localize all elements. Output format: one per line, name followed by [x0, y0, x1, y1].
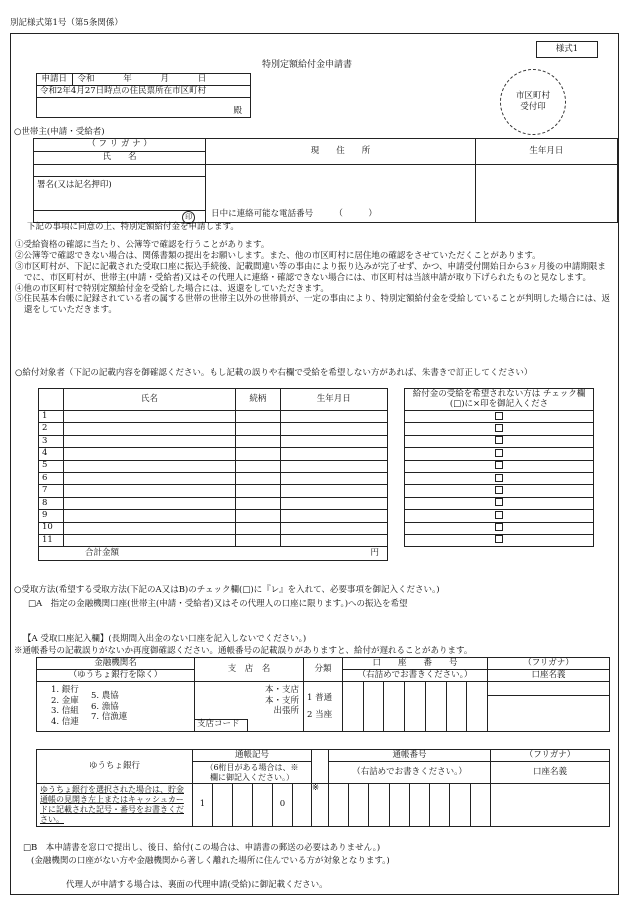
decline-check-row: [405, 423, 594, 435]
spacer-cell: [405, 547, 594, 561]
yucho-number-sub: （右詰めでお書きください。）: [329, 762, 491, 784]
col-name-header: 氏名: [63, 389, 235, 411]
yucho-number-digit[interactable]: [329, 784, 349, 827]
yucho-name: ゆうちょ銀行: [37, 750, 193, 784]
yucho-number-digit[interactable]: [349, 784, 369, 827]
decline-checkbox[interactable]: [495, 461, 503, 469]
agreement-item: ④他の市区町村で特別定額給付金を受給した場合には、返還をしていただきます。: [15, 283, 329, 294]
account-type-cell[interactable]: [304, 682, 343, 732]
account-digit[interactable]: [343, 682, 364, 732]
bank-name-header: 金融機関名: [37, 658, 195, 670]
bank-type-option[interactable]: 4. 信連: [51, 716, 79, 727]
row-number: 4: [39, 448, 64, 460]
decline-checkbox[interactable]: [495, 486, 503, 494]
account-note: ※通帳番号の記載誤りがないか再度御確認ください。通帳番号の記載誤りがありますと、給付が遅れることがあります。: [14, 646, 473, 656]
recipient-birth-input[interactable]: [280, 534, 387, 546]
decline-check-row: [405, 460, 594, 472]
birth-input[interactable]: [475, 165, 617, 223]
form-title: 特別定額給付金申請書: [262, 60, 353, 70]
decline-check-row: [405, 411, 594, 423]
yucho-gap: [312, 750, 329, 784]
row-number: 9: [39, 510, 64, 522]
year-label: 年: [123, 73, 132, 84]
row-number: 5: [39, 460, 64, 472]
recipient-relation-input[interactable]: [236, 510, 280, 522]
furigana-input[interactable]: [34, 165, 206, 177]
phone-label: 日中に連絡可能な電話番号 （ ）: [211, 209, 377, 220]
decline-checkbox[interactable]: [495, 412, 503, 420]
total-label: 合計金額: [85, 547, 120, 558]
furigana-header: （ フ リ ガ ナ ）: [34, 139, 206, 152]
bank-account-table: [36, 657, 610, 732]
decline-check-cell: [405, 460, 594, 472]
recipient-relation-input[interactable]: [236, 448, 280, 460]
decline-check-cell: [405, 423, 594, 435]
yucho-number-digit[interactable]: [389, 784, 409, 827]
bank-type-option[interactable]: 2. 金庫: [51, 695, 79, 706]
bank-type-option[interactable]: 5. 農協: [91, 691, 119, 701]
bank-type-option[interactable]: 1. 銀行: [51, 685, 79, 695]
decline-checkbox[interactable]: [495, 535, 503, 543]
recipient-birth-input[interactable]: [280, 510, 387, 522]
recipient-row: [39, 460, 388, 472]
account-holder-cell[interactable]: [488, 682, 610, 732]
row-number: 6: [39, 472, 64, 484]
account-holder-header: 口座名義: [488, 670, 610, 682]
recipient-birth-input[interactable]: [280, 485, 387, 497]
account-number-header: 口 座 番 号: [343, 658, 488, 670]
bank-type-cell[interactable]: [37, 682, 195, 732]
decline-check-cell: [405, 534, 594, 546]
recipient-name-input[interactable]: [63, 485, 235, 497]
apply-date-field[interactable]: [72, 74, 250, 86]
agreement-lead: 下記の事項に同意の上、特別定額給付金を申請します。: [27, 222, 239, 232]
yucho-sixth-digit[interactable]: [312, 784, 329, 827]
recipient-birth-input[interactable]: [280, 497, 387, 509]
stamp-label-reception: 受付印: [520, 102, 546, 112]
yucho-symbol-digit[interactable]: 0: [273, 784, 293, 827]
bank-type-option[interactable]: 3. 信組: [51, 706, 79, 717]
inkan-mark: 印: [182, 211, 195, 224]
recipient-name-input[interactable]: [63, 497, 235, 509]
decline-check-row: [405, 448, 594, 460]
householder-section-title: ○世帯主(申請・受給者): [14, 127, 105, 137]
municipality-field[interactable]: [37, 98, 251, 118]
recipient-row: [39, 472, 388, 484]
decline-checkbox[interactable]: [495, 474, 503, 482]
row-number-header: [39, 389, 64, 411]
type-header: 分類: [304, 658, 343, 682]
yucho-symbol-digit[interactable]: [293, 784, 312, 827]
account-digit[interactable]: [363, 682, 384, 732]
decline-check-cell: [405, 522, 594, 534]
decline-check-cell: [405, 435, 594, 447]
row-number: 1: [39, 411, 64, 423]
signature-input[interactable]: [34, 177, 206, 221]
yucho-table: [36, 749, 610, 827]
account-type-option[interactable]: 2 当座: [307, 709, 333, 720]
yucho-symbol-sub1: （6桁目がある場合は、※: [193, 762, 312, 773]
account-number-subheader: （右詰めでお書きください。）: [343, 670, 488, 682]
account-digit[interactable]: [425, 682, 446, 732]
yucho-number-digit[interactable]: [450, 784, 470, 827]
householder-table: [33, 138, 618, 223]
branch-type-list: [265, 685, 299, 717]
yucho-note: [37, 784, 193, 827]
branch-type-option[interactable]: 本・支所: [264, 695, 299, 706]
recipient-row: [39, 534, 388, 546]
recipient-name-input[interactable]: [63, 472, 235, 484]
agreement-item: ②公簿等で確認できない場合は、関係書類の提出をお願いします。また、他の市区町村に居住地の確認をさせていただくことがあります。: [15, 250, 541, 261]
apply-date-label: 申請日: [37, 74, 73, 86]
yucho-symbol-digit[interactable]: [213, 784, 233, 827]
branch-code-label: 支店コード: [195, 719, 248, 731]
recipients-rows: [39, 411, 388, 547]
recipient-name-input[interactable]: [63, 534, 235, 546]
account-kana-header: （フリガナ）: [488, 658, 610, 670]
recipient-row: [39, 485, 388, 497]
row-number: 11: [39, 534, 64, 546]
recipient-name-input[interactable]: [63, 423, 235, 435]
branch-cell[interactable]: [195, 682, 304, 732]
account-type-option[interactable]: 1 普通: [307, 692, 333, 703]
recipient-birth-input[interactable]: [280, 411, 387, 423]
branch-type-option[interactable]: 出張所: [273, 706, 299, 717]
recipient-birth-input[interactable]: [280, 423, 387, 435]
recipient-row: [39, 448, 388, 460]
address-input[interactable]: [206, 165, 476, 223]
recipient-relation-input[interactable]: [236, 460, 280, 472]
decline-check-cell: [405, 411, 594, 423]
row-number: 8: [39, 497, 64, 509]
row-number: 7: [39, 485, 64, 497]
row-number: 10: [39, 522, 64, 534]
recipient-row: [39, 510, 388, 522]
yucho-number-header: 通帳番号: [329, 750, 491, 762]
signature-input-lower[interactable]: [34, 211, 206, 223]
agent-note: 代理人が申請する場合は、裏面の代理申請(受給)に御記載ください。: [66, 880, 328, 890]
bank-type-list-a: [51, 685, 79, 728]
recipient-row: [39, 423, 388, 435]
decline-checkbox[interactable]: [495, 498, 503, 506]
yucho-number-digit[interactable]: [409, 784, 429, 827]
recipient-relation-input[interactable]: [236, 423, 280, 435]
recipient-relation-input[interactable]: [236, 522, 280, 534]
recipient-birth-input[interactable]: [280, 522, 387, 534]
decline-check-row: [405, 435, 594, 447]
option-b-note: (金融機関の口座がない方や金融機関から著しく離れた場所に住んでいる方が対象となります。): [31, 856, 390, 866]
form-number: 様式1: [536, 41, 598, 58]
form-reference: 別記様式第1号（第5条関係）: [10, 18, 123, 28]
yucho-symbol-digit[interactable]: [253, 784, 273, 827]
yucho-note-text: ゆうちょ銀行を選択された場合は、貯金通帳の見開き左上またはキャッシュカードに記載された記号・番号をお書きください。: [40, 785, 184, 824]
col-check-header: 給付金の受給を希望されない方は チェック欄(□)に×印を御記入くださ: [405, 389, 594, 411]
decline-check-spacer: [405, 547, 594, 561]
bank-type-list-b: [91, 691, 127, 723]
address-note: 令和2年4月27日時点の住民票所在市区町村: [37, 86, 251, 98]
agreement-item: ①受給資格の確認に当たり、公簿等で確認を行うことがあります。: [15, 240, 270, 250]
account-digit[interactable]: [446, 682, 467, 732]
col-birth-header: 生年月日: [280, 389, 387, 411]
yucho-holder-header: 口座名義: [491, 762, 610, 784]
recipient-row: [39, 522, 388, 534]
recipient-name-input[interactable]: [63, 448, 235, 460]
day-label: 日: [197, 73, 207, 84]
decline-checkbox[interactable]: [495, 436, 503, 444]
decline-checkbox[interactable]: [495, 523, 503, 531]
bank-type-option[interactable]: 7. 信漁連: [91, 712, 128, 723]
recipient-row: [39, 411, 388, 423]
recipient-birth-input[interactable]: [280, 472, 387, 484]
yucho-mark: ※: [312, 783, 320, 793]
era-label: 令和: [77, 73, 95, 84]
recipient-birth-input[interactable]: [280, 435, 387, 447]
decline-check-cell: [405, 472, 594, 484]
decline-check-row: [405, 534, 594, 546]
yucho-symbol-digit[interactable]: [233, 784, 253, 827]
yucho-number-digit[interactable]: [470, 784, 490, 827]
recipient-birth-input[interactable]: [280, 460, 387, 472]
row-number: 2: [39, 423, 64, 435]
recipient-name-input[interactable]: [63, 435, 235, 447]
decline-check-table: [404, 388, 594, 561]
apply-date-table: [36, 73, 251, 118]
recipient-relation-input[interactable]: [236, 411, 280, 423]
account-digit[interactable]: [405, 682, 426, 732]
branch-type-option[interactable]: 本・支店: [264, 685, 299, 695]
name-header: 氏 名: [34, 152, 206, 165]
option-b-checkbox[interactable]: □B 本申請書を窓口で提出し、後日、給付(この場合は、申請書の郵送の必要はありません。): [23, 843, 381, 853]
decline-check-cell: [405, 497, 594, 509]
total-row[interactable]: [39, 547, 388, 561]
row-number: 3: [39, 435, 64, 447]
address-header: 現 住 所: [206, 139, 476, 165]
recipient-relation-input[interactable]: [236, 497, 280, 509]
recipient-row: [39, 497, 388, 509]
stamp-label-municipality: 市区町村: [515, 90, 550, 101]
recipients-section-title: ○給付対象者（下記の記載内容を御確認ください。もし記載の誤りや右欄で受給を希望しない方があれば、朱書きで訂正してください）: [15, 368, 533, 378]
account-heading: 【A 受取口座記入欄】(長期間入出金のない口座を記入しないでください。): [23, 634, 307, 644]
birth-header: 生年月日: [475, 139, 617, 165]
bank-name-subheader: （ゆうちょ銀行を除く）: [37, 670, 195, 682]
reception-stamp-area: [500, 69, 566, 135]
account-digit[interactable]: [467, 682, 488, 732]
yucho-kana-header: （フリガナ）: [491, 750, 610, 762]
recipient-relation-input[interactable]: [236, 534, 280, 546]
decline-checkbox[interactable]: [495, 511, 503, 519]
recipient-relation-input[interactable]: [236, 435, 280, 447]
decline-check-row: [405, 510, 594, 522]
recipient-name-input[interactable]: [63, 522, 235, 534]
recipient-birth-input[interactable]: [280, 448, 387, 460]
decline-check-cell: [405, 485, 594, 497]
recipient-name-input[interactable]: [63, 460, 235, 472]
month-label: 月: [160, 73, 169, 84]
agreement-list: [15, 240, 612, 316]
account-digit[interactable]: [384, 682, 405, 732]
signature-label: 署名(又は記名押印): [37, 180, 112, 190]
total-unit: 円: [370, 547, 379, 558]
recipient-relation-input[interactable]: [236, 472, 280, 484]
decline-check-row: [405, 497, 594, 509]
decline-check-rows: [405, 411, 594, 561]
recipients-table: [38, 388, 388, 561]
decline-check-row: [405, 522, 594, 534]
col-relation-header: 続柄: [236, 389, 280, 411]
recipient-row: [39, 435, 388, 447]
yucho-number-digit[interactable]: [369, 784, 389, 827]
method-section-title: ○受取方法(希望する受取方法(下記のA又はB)のチェック欄(□)に『レ』を入れて、必要事項を御記入ください。): [14, 585, 440, 595]
decline-check-row: [405, 472, 594, 484]
option-a-checkbox[interactable]: □A 指定の金融機関口座(世帯主(申請・受給者)又はその代理人の口座に限ります。)への振込を希望: [28, 599, 408, 609]
agreement-item: ⑤住民基本台帳に記録されている者の属する世帯の世帯主以外の世帯員が、一定の事由により、特別定額給付金を受給していることが判明した場合には、返還をしていただきます。: [15, 294, 611, 316]
branch-header: 支 店 名: [195, 658, 304, 682]
agreement-item: ③市区町村が、下記に記載された受取口座に振込手続後、記載間違い等の事由により振り込みが完了せず、かつ、申請受付開始日から3ヶ月後の申請期限までに、市区町村が、世帯主(申請・受給者)又はその代理人に連絡・確認できない場合には、市区町村は当該申請が取り下げられたものと見なします。: [15, 261, 606, 283]
decline-checkbox[interactable]: [495, 449, 503, 457]
yucho-symbol-header: 通帳記号: [193, 750, 312, 762]
yucho-symbol-sub2: 欄に御記入ください。）: [193, 773, 312, 784]
yucho-symbol-digit[interactable]: 1: [193, 784, 213, 827]
recipient-name-input[interactable]: [63, 510, 235, 522]
decline-check-cell: [405, 510, 594, 522]
dono-label: 殿: [233, 106, 242, 117]
decline-check-cell: [405, 448, 594, 460]
decline-checkbox[interactable]: [495, 424, 503, 432]
recipient-name-input[interactable]: [63, 411, 235, 423]
yucho-number-digit[interactable]: [430, 784, 450, 827]
bank-type-option[interactable]: 6. 漁協: [91, 701, 119, 712]
recipient-relation-input[interactable]: [236, 485, 280, 497]
decline-check-row: [405, 485, 594, 497]
yucho-holder-cell[interactable]: [491, 784, 610, 827]
